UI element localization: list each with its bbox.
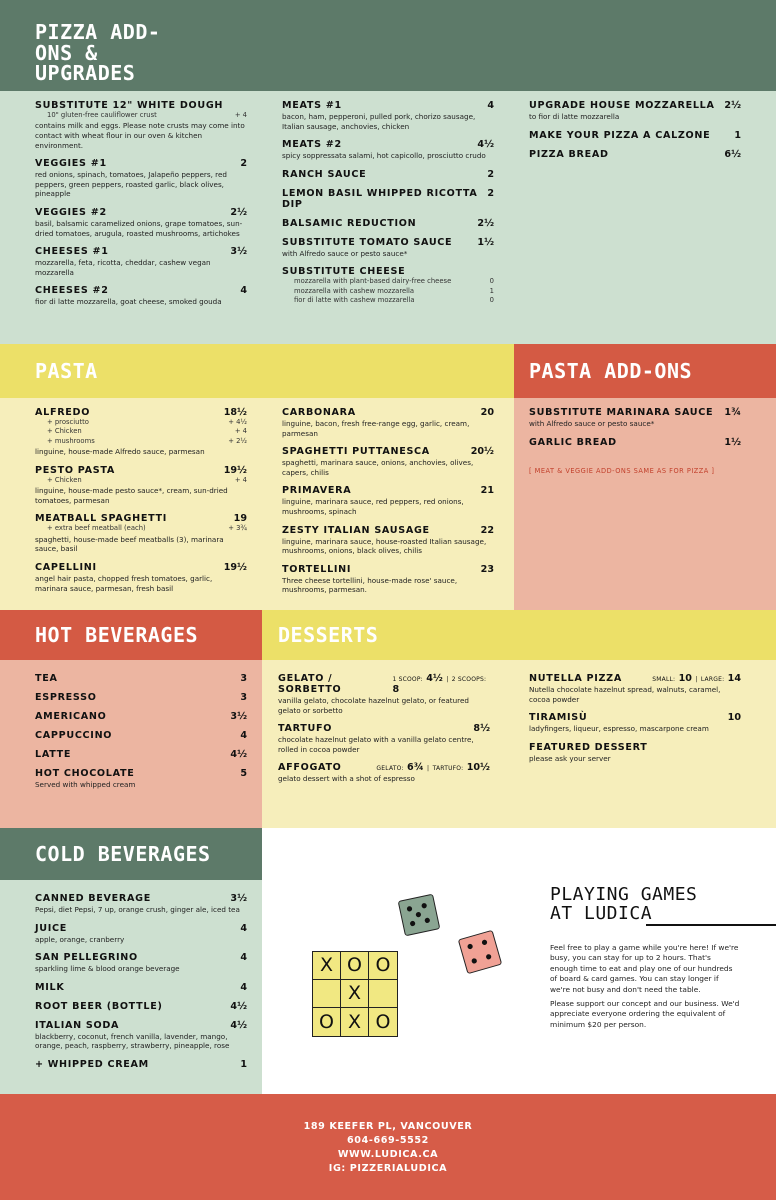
pasta-addons-note: [ MEAT & VEGGIE ADD-ONS SAME AS FOR PIZZA ] xyxy=(529,467,715,475)
dessert-tiramisu xyxy=(529,712,741,734)
menu-item-desc: with Alfredo sauce or pesto sauce* xyxy=(529,419,655,428)
menu-item-row xyxy=(529,100,741,111)
nutella-price-1: 10 xyxy=(678,673,692,684)
menu-item-row xyxy=(282,525,494,536)
gelato-sep: | xyxy=(446,676,449,683)
menu-item xyxy=(35,692,247,703)
menu-item-desc: linguine, marinara sauce, red peppers, red onions, mushrooms, spinach xyxy=(282,497,464,516)
pasta-addons-header xyxy=(514,344,776,398)
dessert-tiramisu-price: 10 xyxy=(727,712,741,724)
menu-item-desc: linguine, bacon, fresh free-range egg, garlic, cream, parmesan xyxy=(282,419,470,438)
pasta-addons-list xyxy=(529,407,741,456)
menu-item-price: 2 xyxy=(240,158,247,170)
menu-item-desc: apple, orange, cranberry xyxy=(35,934,125,944)
menu-item-desc: linguine, house-made Alfredo sauce, parmesan xyxy=(35,447,205,457)
affogato-price-1: 6¾ xyxy=(407,762,424,774)
dessert-gelato-name: GELATO / SORBETTO xyxy=(278,673,342,695)
menu-item-desc: bacon, ham, pepperoni, pulled pork, chorizo sausage, Italian sausage, anchovies, chicken xyxy=(282,112,476,131)
menu-item xyxy=(35,768,247,790)
pizza-addons-col3 xyxy=(529,100,741,168)
menu-item-row xyxy=(35,1001,247,1012)
menu-item-option-name: + extra beef meatball (each) xyxy=(47,524,146,533)
menu-item-price: 2½ xyxy=(230,206,247,218)
menu-item-row xyxy=(282,564,494,575)
menu-item xyxy=(529,407,741,429)
menu-item-price: 2½ xyxy=(477,217,494,229)
menu-item-option xyxy=(35,427,247,436)
menu-item-row xyxy=(35,768,247,779)
menu-item-option-price: 1 xyxy=(489,286,494,295)
menu-item xyxy=(529,130,741,141)
menu-item-desc: with Alfredo sauce or pesto sauce* xyxy=(282,248,408,258)
menu-item-price: 19 xyxy=(233,513,247,525)
menu-item-desc: contains milk and eggs. Please note crusts may come into contact with wheat flour in our oven & kitchen environment. xyxy=(35,121,245,150)
menu-item-name: SUBSTITUTE 12" WHITE DOUGH xyxy=(35,100,224,111)
menu-item-row xyxy=(35,207,247,218)
gelato-price-1: 4½ xyxy=(426,673,443,684)
menu-item xyxy=(35,465,247,506)
pasta-addons-title: PASTA ADD-ONS xyxy=(529,358,693,383)
menu-item-price: 3½ xyxy=(230,711,247,722)
menu-item-row xyxy=(529,407,741,418)
menu-item-name: PIZZA BREAD xyxy=(529,148,609,160)
menu-item xyxy=(282,169,494,180)
board-cell: X xyxy=(341,980,369,1008)
affogato-label-1: GELATO: xyxy=(376,765,404,773)
menu-item-row xyxy=(282,169,494,180)
green-dice-icon xyxy=(398,894,441,937)
menu-item xyxy=(35,749,247,760)
menu-item-option xyxy=(35,418,247,427)
board-cell: O xyxy=(313,1008,341,1036)
menu-item-desc: blackberry, coconut, french vanilla, lavender, mango, orange, peach, raspberry, strawberry, pineapple, rose xyxy=(35,1031,230,1051)
menu-item-price: 4 xyxy=(240,922,247,934)
menu-item-name: + WHIPPED CREAM xyxy=(35,1058,149,1070)
menu-item xyxy=(529,100,741,122)
menu-item xyxy=(529,149,741,160)
menu-item-name: MILK xyxy=(35,981,65,993)
games-title xyxy=(550,885,697,923)
menu-item-row xyxy=(35,407,247,418)
board-cell xyxy=(313,980,341,1008)
pizza-addons-title: PIZZA ADD-ONS & UPGRADES xyxy=(35,20,161,86)
menu-item xyxy=(35,952,247,974)
board-cell: X xyxy=(313,952,341,980)
menu-item-row xyxy=(35,562,247,573)
affogato-label-2: TARTUFO: xyxy=(432,765,464,773)
hot-beverages-title: HOT BEVERAGES xyxy=(35,622,199,647)
pasta-header xyxy=(0,344,514,398)
menu-item-name: LEMON BASIL WHIPPED RICOTTA DIP xyxy=(282,187,478,210)
board-cell: X xyxy=(341,1008,369,1036)
menu-item-option-price: + 4 xyxy=(234,111,247,119)
menu-item-row xyxy=(35,285,247,296)
desserts-col2 xyxy=(529,673,741,771)
menu-item-option xyxy=(282,287,494,296)
menu-item-row xyxy=(35,673,247,684)
menu-item-option xyxy=(35,437,247,446)
dessert-tartufo-desc: chocolate hazelnut gelato with a vanilla gelato centre, rolled in cocoa powder xyxy=(278,735,474,754)
menu-item-option xyxy=(35,524,247,533)
hot-beverages-header xyxy=(0,610,262,660)
menu-item-option-price: 0 xyxy=(489,296,494,305)
desserts-header xyxy=(262,610,776,660)
menu-item xyxy=(35,407,247,457)
menu-item xyxy=(35,1001,247,1012)
cold-beverages-header xyxy=(0,828,262,880)
menu-item-name: ESPRESSO xyxy=(35,692,97,703)
hot-beverages-list xyxy=(35,673,247,798)
menu-item-name: JUICE xyxy=(35,922,68,934)
menu-item-price: 4 xyxy=(240,285,247,297)
menu-item-name: SUBSTITUTE CHEESE xyxy=(282,266,406,278)
menu-item-price: 1½ xyxy=(477,236,494,248)
dessert-gelato-desc: vanilla gelato, chocolate hazelnut gelato, or featured gelato or sorbetto xyxy=(278,696,469,715)
menu-item xyxy=(35,246,247,277)
menu-item-row xyxy=(35,513,247,524)
menu-item-price: 4 xyxy=(487,100,494,111)
dessert-tiramisu-desc: ladyfingers, liqueur, espresso, mascarpone cream xyxy=(529,724,709,734)
menu-item-price: 3½ xyxy=(230,246,247,258)
menu-item xyxy=(35,923,247,945)
menu-item-desc: basil, balsamic caramelized onions, grape tomatoes, sun-dried tomatoes, arugula, roasted mushrooms, artichokes xyxy=(35,218,243,238)
menu-item xyxy=(282,525,494,556)
tic-tac-toe-board-icon xyxy=(312,951,398,1037)
menu-item-price: 5 xyxy=(240,768,247,779)
dessert-tartufo xyxy=(278,723,490,754)
menu-item-name: PESTO PASTA xyxy=(35,464,115,476)
menu-item-option-price: + 4 xyxy=(234,475,247,484)
gelato-label-1: 1 SCOOP: xyxy=(392,676,423,683)
dessert-nutella-desc: Nutella chocolate hazelnut spread, walnuts, caramel, cocoa powder xyxy=(529,685,721,704)
menu-item-row xyxy=(35,749,247,760)
menu-item-price: 6½ xyxy=(724,148,741,160)
menu-item-desc: sparkling lime & blood orange beverage xyxy=(35,964,180,974)
dessert-featured xyxy=(529,742,741,764)
menu-item-name: MEATBALL SPAGHETTI xyxy=(35,513,168,525)
menu-item-name: UPGRADE HOUSE MOZZARELLA xyxy=(529,100,715,111)
menu-item-row xyxy=(282,407,494,418)
board-cell xyxy=(369,980,397,1008)
menu-item-name: ALFREDO xyxy=(35,407,91,418)
affogato-sep: | xyxy=(426,765,430,773)
menu-item-price: 19½ xyxy=(223,562,247,573)
pizza-addons-col2 xyxy=(282,100,494,314)
menu-item-row xyxy=(35,923,247,934)
menu-item-name: MEATS #1 xyxy=(282,100,342,111)
menu-item-name: CHEESES #1 xyxy=(35,246,109,258)
menu-item-row xyxy=(35,246,247,257)
games-title-line2: AT LUDICA xyxy=(550,903,653,924)
menu-item xyxy=(35,285,247,307)
menu-item-price: 4½ xyxy=(230,1019,247,1031)
board-cell: O xyxy=(375,1010,391,1033)
menu-item-name: MEATS #2 xyxy=(282,139,342,151)
menu-item-row xyxy=(35,893,247,904)
menu-item-row xyxy=(35,1020,247,1031)
menu-item-row xyxy=(35,982,247,993)
menu-item xyxy=(35,562,247,593)
menu-item-desc: fior di latte mozzarella, goat cheese, smoked gouda xyxy=(35,297,222,307)
menu-item xyxy=(35,158,247,199)
menu-item-option-name: fior di latte with cashew mozzarella xyxy=(294,296,415,305)
cold-beverages-title: COLD BEVERAGES xyxy=(35,841,211,866)
menu-item xyxy=(282,407,494,438)
menu-item-price: 3 xyxy=(240,692,247,703)
menu-item-name: TEA xyxy=(35,673,58,684)
menu-item-price: 4 xyxy=(240,981,247,993)
gelato-label-2: 2 SCOOPS: xyxy=(451,676,487,683)
menu-item-desc: Three cheese tortellini, house-made rose' sauce, mushrooms, parmesan. xyxy=(282,575,458,595)
footer-address: 189 KEEFER PL, VANCOUVER xyxy=(303,1121,473,1132)
menu-item-desc: mozzarella, feta, ricotta, cheddar, cashew vegan mozzarella xyxy=(35,258,211,277)
menu-item-row xyxy=(35,952,247,963)
dessert-featured-name: FEATURED DESSERT xyxy=(529,741,648,753)
games-para2: Please support our concept and our business. We'd appreciate everyone ordering the equivalent of minimum $20 per person. xyxy=(550,999,740,1029)
menu-item-desc: spicy soppressata salami, hot capicollo, prosciutto crudo xyxy=(282,151,486,161)
menu-item-option-price: + 3¾ xyxy=(228,524,247,533)
nutella-price-2: 14 xyxy=(727,673,741,684)
desserts-title: DESSERTS xyxy=(278,622,379,647)
menu-item-desc: to fior di latte mozzarella xyxy=(529,112,620,121)
menu-item-name: ZESTY ITALIAN SAUSAGE xyxy=(282,524,430,536)
menu-item-price: 1½ xyxy=(724,436,741,448)
nutella-label-1: SMALL: xyxy=(652,676,676,683)
dessert-affogato-desc: gelato dessert with a shot of espresso xyxy=(278,774,415,784)
menu-item-option xyxy=(35,476,247,485)
menu-item-row xyxy=(282,100,494,111)
menu-item-option-name: + prosciutto xyxy=(47,418,89,426)
menu-item-row xyxy=(282,188,494,210)
menu-item xyxy=(35,673,247,684)
menu-item xyxy=(35,513,247,554)
menu-item-option-price: + 4½ xyxy=(228,418,247,426)
menu-item-name: GARLIC BREAD xyxy=(529,436,617,448)
menu-item-name: HOT CHOCOLATE xyxy=(35,768,135,779)
menu-item xyxy=(282,446,494,477)
menu-item xyxy=(282,188,494,210)
games-title-rule xyxy=(646,924,776,926)
menu-item-desc: linguine, marinara sauce, house-roasted Italian sausage, mushrooms, onions, black olives, chilis xyxy=(282,536,487,556)
menu-item-price: 4½ xyxy=(477,139,494,151)
menu-item-price: 18½ xyxy=(223,407,247,418)
desserts-col1 xyxy=(278,673,490,792)
menu-item xyxy=(35,730,247,741)
menu-item-price: 2 xyxy=(487,168,494,180)
menu-item-option xyxy=(282,277,494,286)
menu-item-name: VEGGIES #2 xyxy=(35,206,107,218)
menu-item-name: CARBONARA xyxy=(282,407,356,418)
menu-item-desc: angel hair pasta, chopped fresh tomatoes, garlic, marinara sauce, parmesan, fresh basil xyxy=(35,574,213,593)
menu-item-row xyxy=(35,100,247,111)
menu-item-price: 3½ xyxy=(230,893,247,904)
menu-item-desc: linguine, house-made pesto sauce*, cream, sun-dried tomatoes, parmesan xyxy=(35,486,228,505)
menu-item-row xyxy=(282,485,494,496)
menu-item-option xyxy=(35,111,247,120)
games-text xyxy=(550,943,740,1030)
dessert-affogato-name: AFFOGATO xyxy=(278,762,342,774)
menu-item-row xyxy=(35,1059,247,1070)
menu-item-name: RANCH SAUCE xyxy=(282,168,367,180)
dessert-nutella xyxy=(529,673,741,704)
menu-item-price: 19½ xyxy=(223,464,247,476)
menu-item-row xyxy=(35,158,247,169)
menu-item-name: LATTE xyxy=(35,749,72,760)
menu-item-name: SPAGHETTI PUTTANESCA xyxy=(282,446,430,458)
menu-item-name: ITALIAN SODA xyxy=(35,1019,120,1031)
menu-item-row xyxy=(282,218,494,229)
menu-item-price: 4 xyxy=(240,952,247,964)
games-para1: Feel free to play a game while you're here! If we're busy, you can stay for up to 2 hours. That's enough time to eat and play one of our hundreds of board & card games. You can stay longer if we're not busy and don't need the table. xyxy=(550,943,739,994)
gelato-price-2: 8 xyxy=(392,684,400,695)
menu-item xyxy=(282,139,494,161)
menu-item-price: 1 xyxy=(240,1058,247,1070)
menu-item-row xyxy=(282,139,494,150)
menu-item xyxy=(282,237,494,259)
menu-item xyxy=(35,1059,247,1070)
menu-item-price: 1 xyxy=(734,129,741,141)
menu-item-row xyxy=(282,237,494,248)
dessert-affogato xyxy=(278,762,490,784)
footer-phone: 604-669-5552 xyxy=(347,1135,429,1146)
dessert-gelato xyxy=(278,673,490,715)
menu-item-row xyxy=(35,711,247,722)
dessert-tartufo-price: 8½ xyxy=(473,723,490,735)
pizza-addons-header xyxy=(0,0,776,91)
menu-item-row xyxy=(35,465,247,476)
menu-item-row xyxy=(282,446,494,457)
nutella-label-2: LARGE: xyxy=(700,676,725,683)
menu-item-option-price: + 2½ xyxy=(228,436,247,445)
menu-item-name: AMERICANO xyxy=(35,711,107,722)
menu-item xyxy=(282,218,494,229)
menu-item-price: 2½ xyxy=(724,100,741,111)
menu-item-desc: Pepsi, diet Pepsi, 7 up, orange crush, ginger ale, iced tea xyxy=(35,905,240,914)
menu-item-option xyxy=(282,296,494,305)
menu-item xyxy=(282,100,494,131)
menu-item-option-name: 10" gluten-free cauliflower crust xyxy=(47,111,157,119)
menu-item-desc: red onions, spinach, tomatoes, Jalapeño peppers, red peppers, green peppers, roasted garlic, black olives, pineapple xyxy=(35,170,227,199)
menu-item-row xyxy=(529,437,741,448)
menu-item-price: 1¾ xyxy=(724,407,741,418)
pasta-col1 xyxy=(35,407,247,601)
dessert-nutella-name: NUTELLA PIZZA xyxy=(529,673,622,684)
menu-item xyxy=(35,711,247,722)
menu-item-row xyxy=(529,130,741,141)
menu-item xyxy=(35,100,247,150)
dessert-featured-desc: please ask your server xyxy=(529,753,611,763)
menu-item-price: 4½ xyxy=(230,749,247,760)
dessert-tiramisu-name: TIRAMISÙ xyxy=(529,712,588,724)
menu-item-price: 4½ xyxy=(230,1000,247,1012)
menu-item-option-price: 0 xyxy=(489,277,494,286)
menu-item-option-name: + Chicken xyxy=(47,427,82,436)
menu-item-name: CAPELLINI xyxy=(35,562,97,573)
board-cell: O xyxy=(341,952,369,980)
menu-item xyxy=(282,485,494,516)
menu-item-option-name: mozzarella with cashew mozzarella xyxy=(294,286,415,295)
menu-item-price: 20½ xyxy=(470,446,494,458)
menu-item-desc: spaghetti, house-made beef meatballs (3), marinara sauce, basil xyxy=(35,534,224,554)
menu-item-name: CANNED BEVERAGE xyxy=(35,893,151,904)
menu-item-row xyxy=(35,730,247,741)
menu-item-name: ROOT BEER (BOTTLE) xyxy=(35,1000,163,1012)
menu-item-price: 4 xyxy=(240,730,247,741)
menu-item-row xyxy=(282,266,494,277)
menu-item-price: 22 xyxy=(480,524,494,536)
menu-item-row xyxy=(529,149,741,160)
menu-item-option-name: mozzarella with plant-based dairy-free cheese xyxy=(294,277,452,286)
nutella-sep: | xyxy=(695,676,698,683)
menu-item-name: TORTELLINI xyxy=(282,563,352,575)
menu-item-option-name: + Chicken xyxy=(47,475,82,484)
menu-item-name: BALSAMIC REDUCTION xyxy=(282,217,417,229)
menu-item xyxy=(282,266,494,305)
menu-item-price: 3 xyxy=(240,673,247,684)
footer-instagram[interactable]: IG: PIZZERIALUDICA xyxy=(328,1163,448,1174)
menu-item-price: 2 xyxy=(487,187,494,199)
menu-item-price: 20 xyxy=(480,407,494,418)
menu-item xyxy=(529,437,741,448)
pizza-addons-col1 xyxy=(35,100,247,315)
menu-item-name: PRIMAVERA xyxy=(282,485,352,497)
menu-item-price: 23 xyxy=(480,563,494,575)
cold-beverages-list xyxy=(35,893,247,1078)
menu-item-price: 21 xyxy=(480,485,494,497)
menu-item-row xyxy=(35,692,247,703)
menu-item-name: CHEESES #2 xyxy=(35,285,109,297)
pasta-col2 xyxy=(282,407,494,603)
menu-item-name: CAPPUCCINO xyxy=(35,730,113,741)
menu-item-desc: Served with whipped cream xyxy=(35,780,136,789)
menu-item xyxy=(35,207,247,238)
games-title-line1: PLAYING GAMES xyxy=(550,884,698,905)
footer-info xyxy=(0,1120,776,1176)
menu-item-name: VEGGIES #1 xyxy=(35,158,107,170)
menu-item-desc: spaghetti, marinara sauce, onions, anchovies, olives, capers, chilis xyxy=(282,458,474,477)
pasta-title: PASTA xyxy=(35,358,98,383)
dessert-tartufo-name: TARTUFO xyxy=(278,723,333,735)
affogato-price-2: 10½ xyxy=(466,762,490,774)
menu-item-name: SUBSTITUTE MARINARA SAUCE xyxy=(529,407,714,418)
menu-item-option-name: + mushrooms xyxy=(47,436,95,445)
menu-item-name: MAKE YOUR PIZZA A CALZONE xyxy=(529,129,711,141)
menu-item xyxy=(35,1020,247,1051)
menu-item-name: SUBSTITUTE TOMATO SAUCE xyxy=(282,236,453,248)
menu-item-option-price: + 4 xyxy=(234,427,247,436)
menu-item xyxy=(282,564,494,595)
menu-item-name: SAN PELLEGRINO xyxy=(35,952,138,964)
menu-item xyxy=(35,893,247,915)
menu-item xyxy=(35,982,247,993)
footer-web[interactable]: WWW.LUDICA.CA xyxy=(337,1149,439,1160)
board-cell: O xyxy=(369,952,397,980)
